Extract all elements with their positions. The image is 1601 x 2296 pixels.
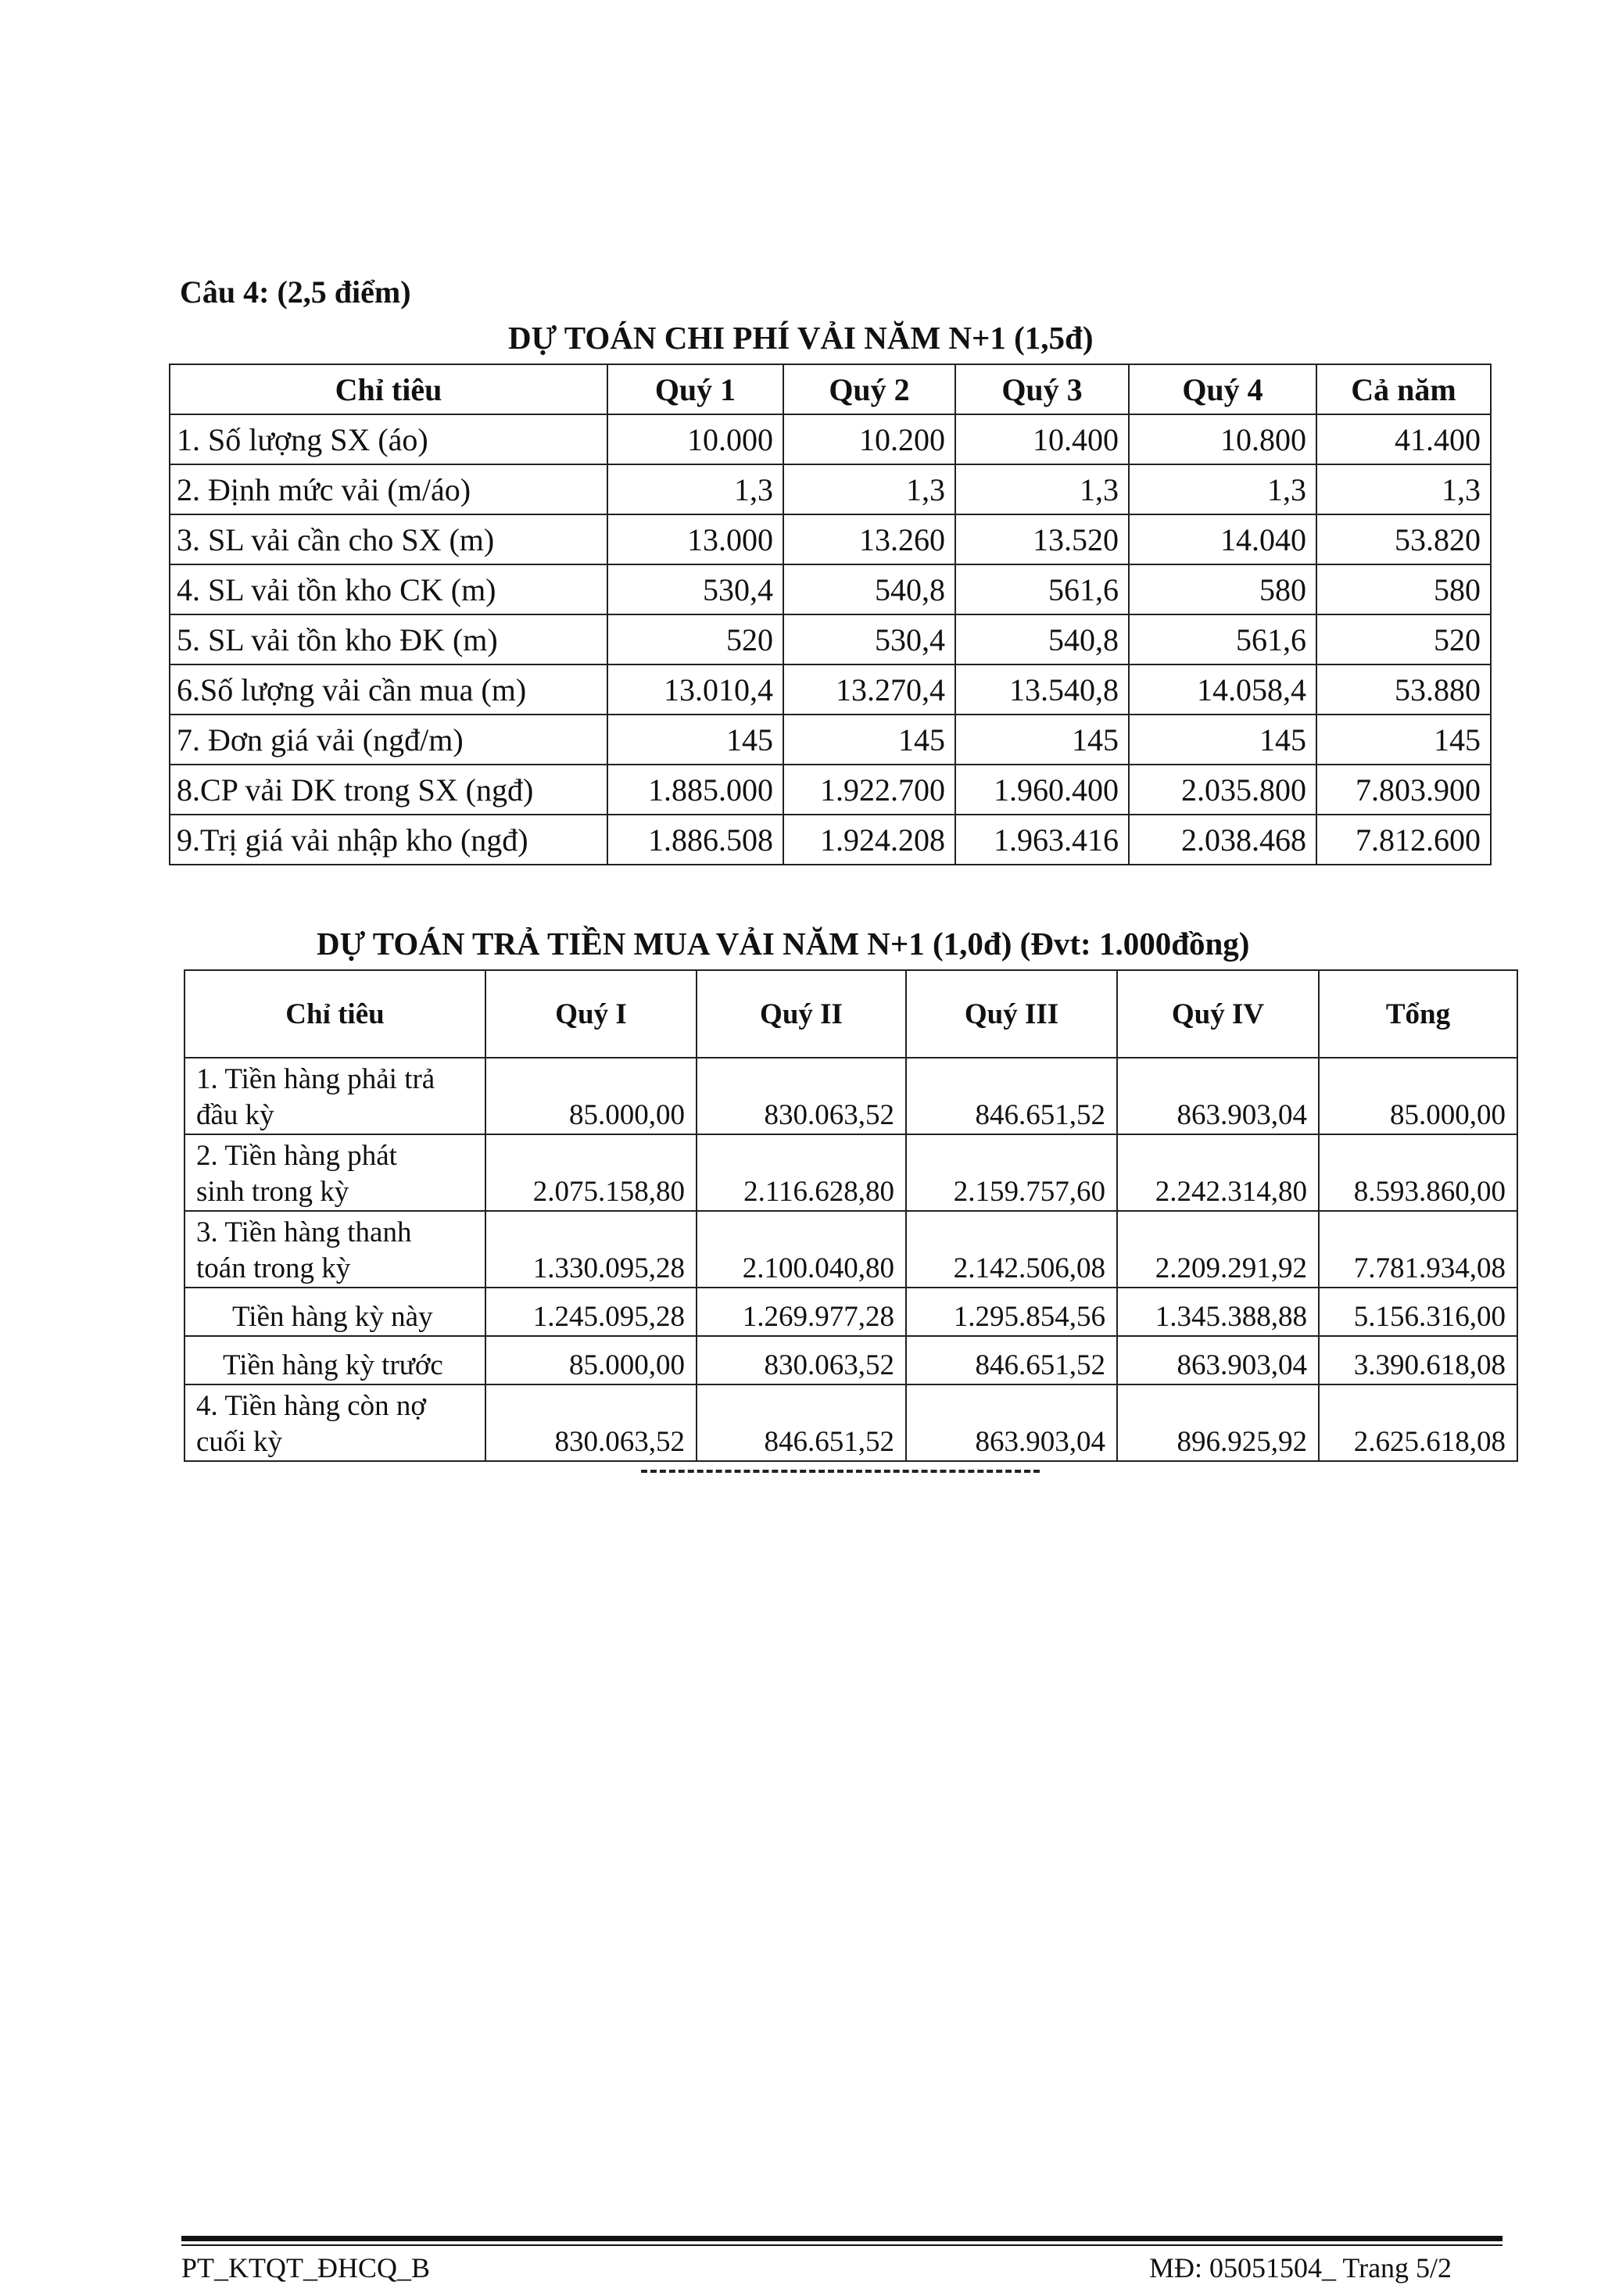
value-cell: 1.922.700 — [783, 765, 955, 815]
header-cell: Chỉ tiêu — [170, 364, 607, 414]
table-row — [170, 564, 1491, 614]
row-label: 8.CP vải DK trong SX (ngđ) — [170, 765, 607, 815]
row-label: 5. SL vải tồn kho ĐK (m) — [170, 614, 607, 664]
table-row — [170, 765, 1491, 815]
fabric-cost-table — [169, 364, 1492, 865]
footer-rule — [181, 2236, 1503, 2241]
footer-page-info: MĐ: 05051504_ Trang 5/2 — [1149, 2252, 1452, 2283]
header-cell: Chỉ tiêu — [184, 970, 485, 1058]
header-cell: Quý 3 — [955, 364, 1129, 414]
value-cell: 1,3 — [607, 464, 783, 514]
value-cell: 1.245.095,28 — [485, 1288, 697, 1336]
row-label — [184, 1336, 485, 1384]
value-cell: 561,6 — [1129, 614, 1316, 664]
row-label-line: cuối kỳ — [196, 1426, 282, 1458]
table-row — [184, 1058, 1517, 1134]
value-cell: 830.063,52 — [485, 1384, 697, 1461]
table-row — [184, 1384, 1517, 1461]
row-label — [184, 1058, 485, 1134]
row-label — [184, 1134, 485, 1211]
table-row — [170, 514, 1491, 564]
table-header-row — [184, 970, 1517, 1058]
value-cell: 1.345.388,88 — [1117, 1288, 1319, 1336]
value-cell: 13.270,4 — [783, 664, 955, 715]
table-row — [184, 1211, 1517, 1288]
value-cell: 13.260 — [783, 514, 955, 564]
header-cell: Quý I — [485, 970, 697, 1058]
row-label-line: 2. Tiền hàng phát — [196, 1140, 397, 1172]
row-label-line: toán trong kỳ — [196, 1252, 351, 1284]
value-cell: 1,3 — [955, 464, 1129, 514]
value-cell: 540,8 — [955, 614, 1129, 664]
value-cell: 1,3 — [783, 464, 955, 514]
value-cell: 85.000,00 — [485, 1058, 697, 1134]
row-label-line: 3. Tiền hàng thanh — [196, 1216, 412, 1248]
row-label-line: 1. Tiền hàng phải trả — [196, 1063, 435, 1095]
value-cell: 1.885.000 — [607, 765, 783, 815]
value-cell: 1.963.416 — [955, 815, 1129, 865]
table-row — [170, 414, 1491, 464]
table-row — [170, 715, 1491, 765]
value-cell: 7.812.600 — [1316, 815, 1491, 865]
value-cell: 580 — [1129, 564, 1316, 614]
value-cell: 580 — [1316, 564, 1491, 614]
value-cell: 2.035.800 — [1129, 765, 1316, 815]
table-row — [170, 664, 1491, 715]
table-row — [170, 815, 1491, 865]
value-cell: 530,4 — [783, 614, 955, 664]
footer-code: PT_KTQT_ĐHCQ_B — [181, 2252, 431, 2283]
value-cell: 2.242.314,80 — [1117, 1134, 1319, 1211]
row-label-line: Tiền hàng kỳ trước — [223, 1349, 443, 1381]
value-cell: 2.142.506,08 — [906, 1211, 1117, 1288]
fabric-payment-table — [184, 969, 1518, 1462]
value-cell: 8.593.860,00 — [1319, 1134, 1517, 1211]
value-cell: 13.010,4 — [607, 664, 783, 715]
value-cell: 10.200 — [783, 414, 955, 464]
header-cell: Quý 2 — [783, 364, 955, 414]
value-cell: 13.000 — [607, 514, 783, 564]
value-cell: 2.038.468 — [1129, 815, 1316, 865]
row-label: 7. Đơn giá vải (ngđ/m) — [170, 715, 607, 765]
value-cell: 520 — [607, 614, 783, 664]
value-cell: 145 — [955, 715, 1129, 765]
value-cell: 7.803.900 — [1316, 765, 1491, 815]
value-cell: 14.058,4 — [1129, 664, 1316, 715]
value-cell: 10.400 — [955, 414, 1129, 464]
value-cell: 41.400 — [1316, 414, 1491, 464]
header-cell: Quý 1 — [607, 364, 783, 414]
value-cell: 863.903,04 — [1117, 1336, 1319, 1384]
value-cell: 540,8 — [783, 564, 955, 614]
row-label-line: Tiền hàng kỳ này — [232, 1301, 433, 1333]
table1-title: DỰ TOÁN CHI PHÍ VẢI NĂM N+1 (1,5đ) — [508, 320, 1094, 356]
table-header-row — [170, 364, 1491, 414]
value-cell: 2.209.291,92 — [1117, 1211, 1319, 1288]
value-cell: 1.330.095,28 — [485, 1211, 697, 1288]
value-cell: 561,6 — [955, 564, 1129, 614]
table-row — [170, 614, 1491, 664]
header-cell: Quý III — [906, 970, 1117, 1058]
value-cell: 863.903,04 — [906, 1384, 1117, 1461]
question-heading: Câu 4: (2,5 điểm) — [180, 274, 411, 310]
value-cell: 530,4 — [607, 564, 783, 614]
table-row — [170, 464, 1491, 514]
value-cell: 5.156.316,00 — [1319, 1288, 1517, 1336]
value-cell: 2.100.040,80 — [697, 1211, 906, 1288]
value-cell: 2.116.628,80 — [697, 1134, 906, 1211]
value-cell: 1.295.854,56 — [906, 1288, 1117, 1336]
row-label: 4. SL vải tồn kho CK (m) — [170, 564, 607, 614]
value-cell: 1,3 — [1129, 464, 1316, 514]
value-cell: 10.800 — [1129, 414, 1316, 464]
row-label: 9.Trị giá vải nhập kho (ngđ) — [170, 815, 607, 865]
header-cell: Quý IV — [1117, 970, 1319, 1058]
value-cell: 53.880 — [1316, 664, 1491, 715]
value-cell: 830.063,52 — [697, 1058, 906, 1134]
value-cell: 2.075.158,80 — [485, 1134, 697, 1211]
header-cell: Quý II — [697, 970, 906, 1058]
value-cell: 830.063,52 — [697, 1336, 906, 1384]
value-cell: 2.159.757,60 — [906, 1134, 1117, 1211]
row-label-line: đầu kỳ — [196, 1099, 274, 1131]
value-cell: 1.886.508 — [607, 815, 783, 865]
header-cell: Tổng — [1319, 970, 1517, 1058]
value-cell: 145 — [607, 715, 783, 765]
table-row — [184, 1134, 1517, 1211]
row-label: 3. SL vải cần cho SX (m) — [170, 514, 607, 564]
value-cell: 3.390.618,08 — [1319, 1336, 1517, 1384]
row-label-line: 4. Tiền hàng còn nợ — [196, 1390, 426, 1422]
value-cell: 85.000,00 — [485, 1336, 697, 1384]
value-cell: 53.820 — [1316, 514, 1491, 564]
value-cell: 145 — [1129, 715, 1316, 765]
value-cell: 2.625.618,08 — [1319, 1384, 1517, 1461]
value-cell: 863.903,04 — [1117, 1058, 1319, 1134]
value-cell: 13.540,8 — [955, 664, 1129, 715]
value-cell: 7.781.934,08 — [1319, 1211, 1517, 1288]
value-cell: 14.040 — [1129, 514, 1316, 564]
row-label: 6.Số lượng vải cần mua (m) — [170, 664, 607, 715]
value-cell: 1.960.400 — [955, 765, 1129, 815]
value-cell: 520 — [1316, 614, 1491, 664]
table-row — [184, 1336, 1517, 1384]
row-label-line: sinh trong kỳ — [196, 1176, 349, 1208]
header-cell: Cả năm — [1316, 364, 1491, 414]
header-cell: Quý 4 — [1129, 364, 1316, 414]
value-cell: 145 — [783, 715, 955, 765]
value-cell: 846.651,52 — [697, 1384, 906, 1461]
row-label — [184, 1288, 485, 1336]
value-cell: 846.651,52 — [906, 1058, 1117, 1134]
value-cell: 896.925,92 — [1117, 1384, 1319, 1461]
value-cell: 846.651,52 — [906, 1336, 1117, 1384]
table-row — [184, 1288, 1517, 1336]
value-cell: 13.520 — [955, 514, 1129, 564]
value-cell: 1.924.208 — [783, 815, 955, 865]
value-cell: 1.269.977,28 — [697, 1288, 906, 1336]
value-cell: 10.000 — [607, 414, 783, 464]
row-label — [184, 1384, 485, 1461]
value-cell: 1,3 — [1316, 464, 1491, 514]
footer-rule-thin — [181, 2244, 1503, 2246]
row-label — [184, 1211, 485, 1288]
value-cell: 145 — [1316, 715, 1491, 765]
table2-title: DỰ TOÁN TRẢ TIỀN MUA VẢI NĂM N+1 (1,0đ) (Đvt: 1.000đồng) — [317, 926, 1250, 962]
row-label: 1. Số lượng SX (áo) — [170, 414, 607, 464]
value-cell: 85.000,00 — [1319, 1058, 1517, 1134]
row-label: 2. Định mức vải (m/áo) — [170, 464, 607, 514]
section-divider — [641, 1470, 1040, 1473]
